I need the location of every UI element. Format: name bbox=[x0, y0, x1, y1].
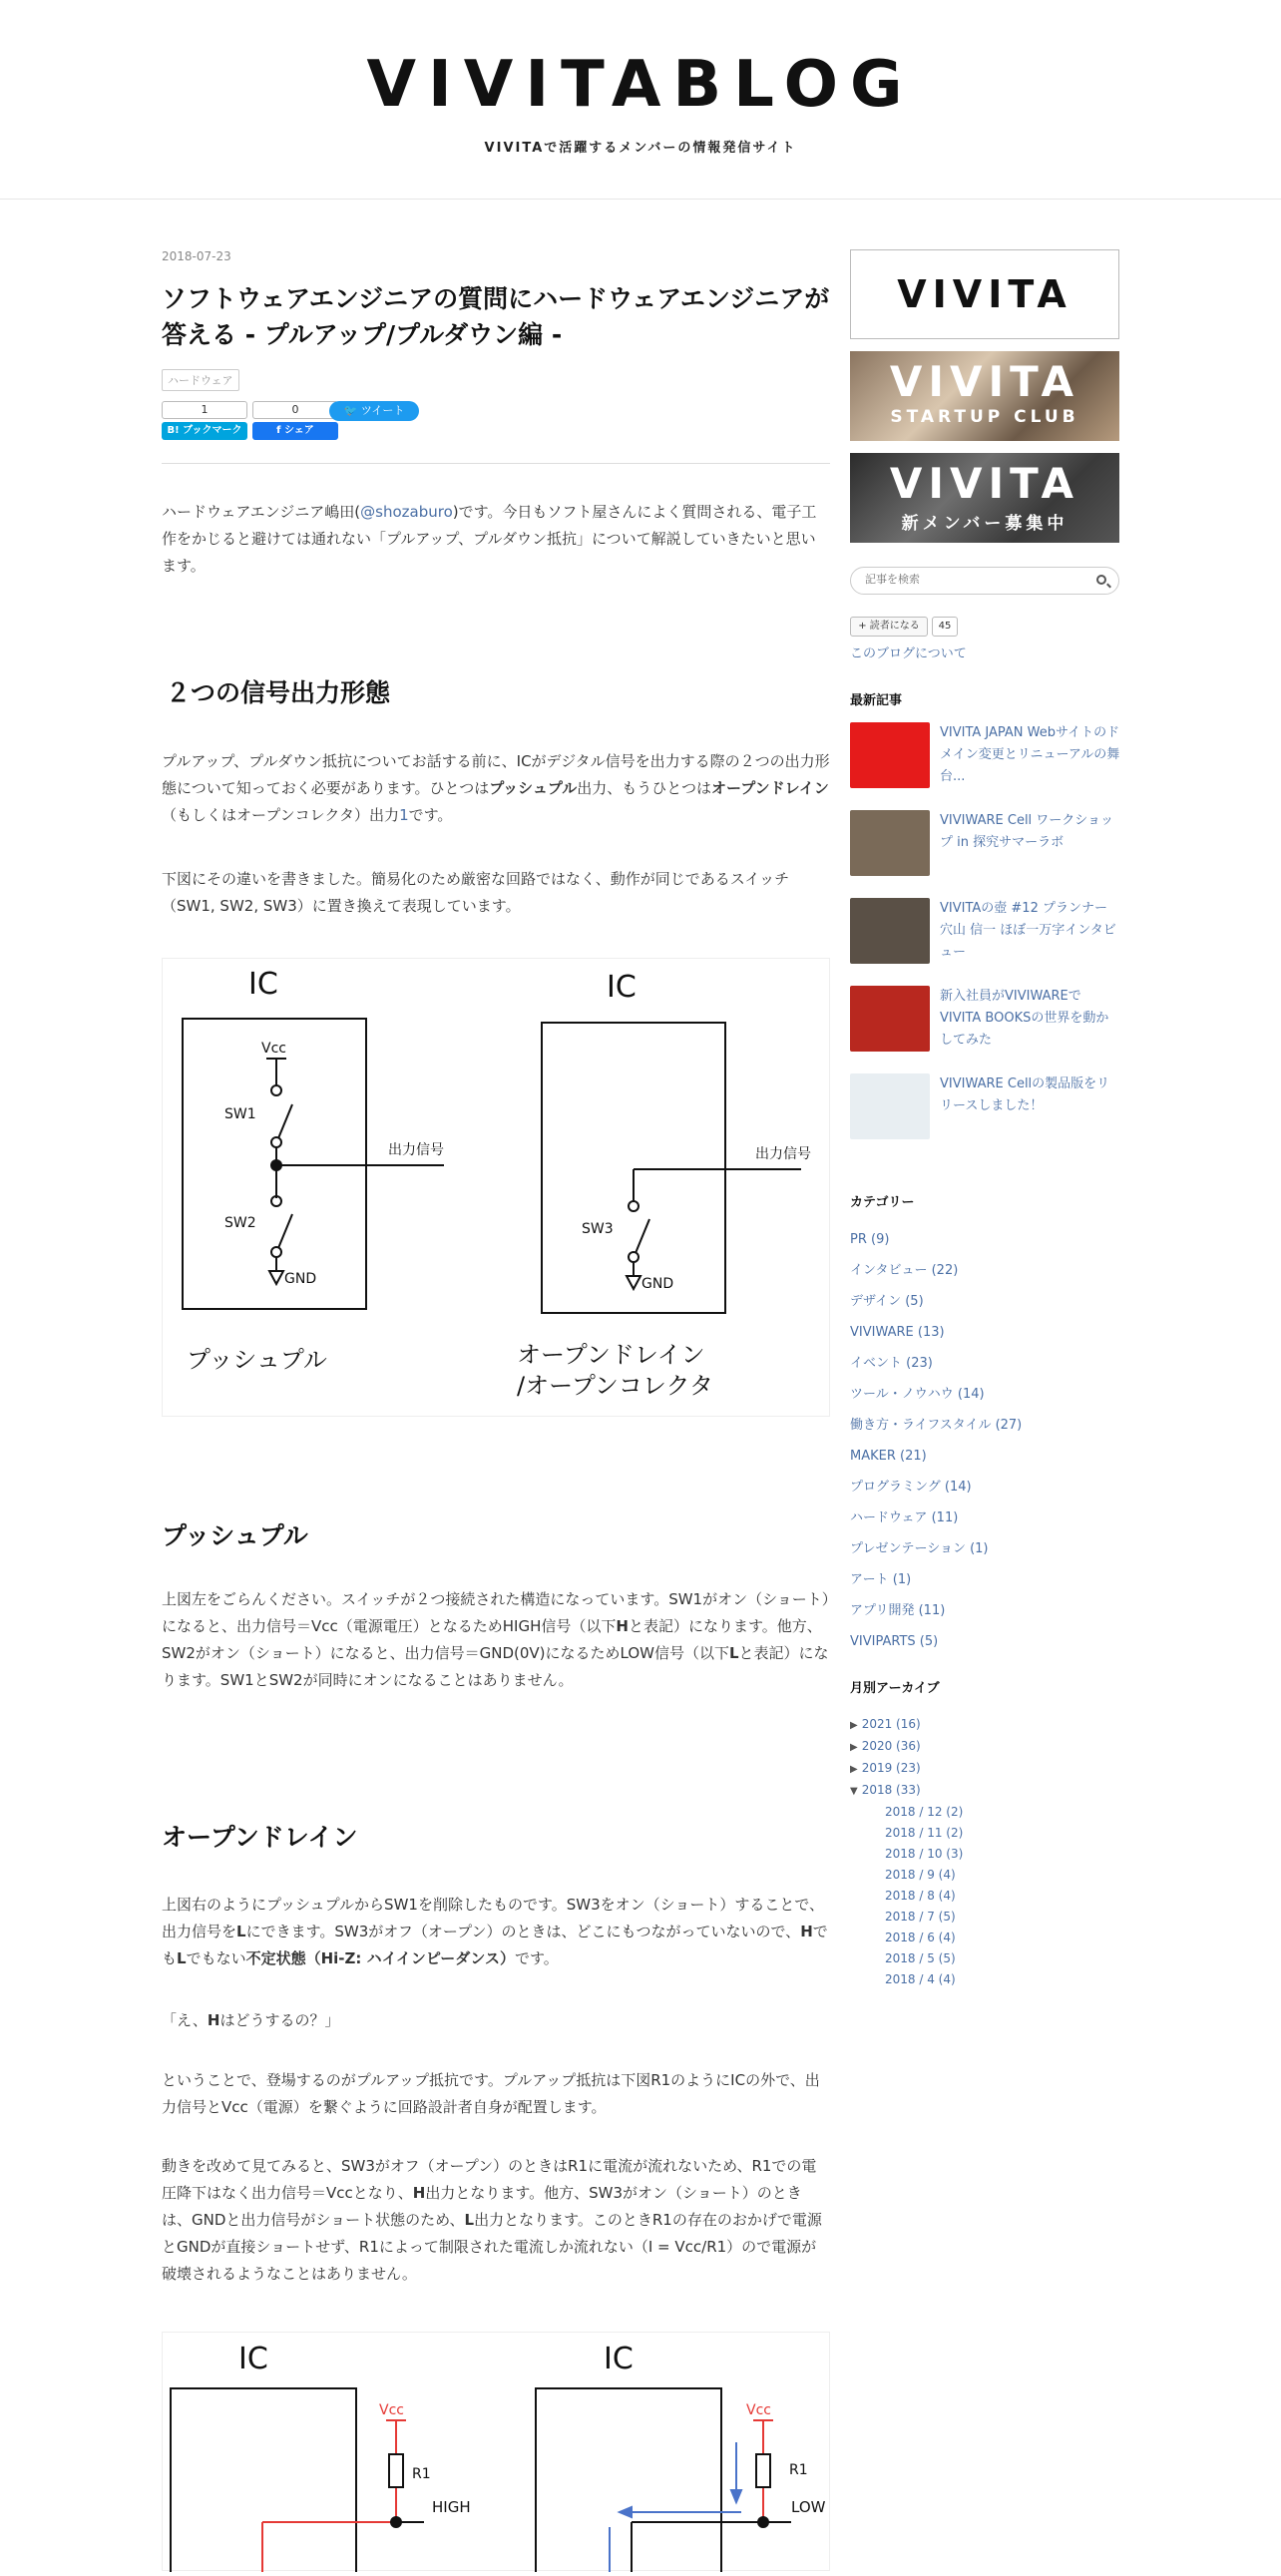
caret-right-icon[interactable]: ▶ bbox=[850, 1764, 858, 1775]
hatena-bookmark-button[interactable]: B! ブックマーク bbox=[162, 422, 247, 440]
divider bbox=[162, 463, 830, 464]
recent-post-item[interactable] bbox=[850, 810, 1119, 898]
sw1-label: SW1 bbox=[224, 1106, 256, 1122]
sw3-label: SW3 bbox=[582, 1221, 614, 1237]
circuit-diagram-2 bbox=[163, 2333, 831, 2572]
recent-post-item[interactable] bbox=[850, 1073, 1119, 1161]
recent-post-thumbnail[interactable] bbox=[850, 1073, 930, 1139]
text: 「え、 bbox=[162, 2011, 208, 2029]
categories-title: カテゴリー bbox=[850, 1195, 915, 1210]
archive-year-label[interactable]: 2019 (23) bbox=[861, 1761, 921, 1775]
signal-paragraph-1 bbox=[162, 748, 830, 829]
signal-paragraph-2: 下図にその違いを書きました。簡易化のため厳密な回路ではなく、動作が同じであるスイッチ（SW1, SW2, SW3）に置き換えて表現しています。 bbox=[162, 870, 790, 915]
subscribe-label: 読者になる bbox=[869, 621, 920, 632]
intro-text: ハードウェアエンジニア嶋田( bbox=[162, 503, 361, 521]
recent-post-link[interactable]: VIVITA JAPAN Webサイトのドメイン変更とリニューアルの舞台... bbox=[940, 725, 1120, 784]
hatena-share[interactable] bbox=[162, 401, 247, 440]
banner-subtext: STARTUP CLUB bbox=[890, 407, 1079, 427]
archive-title: 月別アーカイブ bbox=[850, 1681, 940, 1696]
category-link[interactable]: ハードウェア (11) bbox=[850, 1510, 959, 1525]
recent-posts-title: 最新記事 bbox=[850, 693, 903, 708]
gnd-label: GND bbox=[284, 1271, 317, 1287]
recent-post-item[interactable] bbox=[850, 986, 1119, 1073]
text: でも bbox=[162, 1923, 828, 1967]
recent-post-thumbnail[interactable] bbox=[850, 986, 930, 1052]
archive-month-link[interactable]: 2018 / 10 (3) bbox=[885, 1847, 964, 1861]
author-link[interactable]: @shozaburo bbox=[360, 503, 453, 521]
text-bold: 不定状態（Hi-Z: ハイインピーダンス） bbox=[245, 1949, 515, 1967]
text-bold: H bbox=[412, 2184, 426, 2202]
recent-posts-list bbox=[850, 722, 1119, 1161]
category-link[interactable]: デザイン (5) bbox=[850, 1294, 924, 1309]
banner-text: VIVITA bbox=[897, 272, 1072, 316]
archive-month-link[interactable]: 2018 / 12 (2) bbox=[885, 1805, 964, 1819]
ic-label: IC bbox=[607, 970, 637, 1005]
banner-vivita[interactable] bbox=[850, 249, 1119, 339]
subscriber-count: 45 bbox=[932, 617, 958, 637]
category-link[interactable]: インタビュー (22) bbox=[850, 1263, 959, 1278]
caret-right-icon[interactable]: ▶ bbox=[850, 1720, 858, 1731]
footnote-link[interactable]: 1 bbox=[399, 806, 409, 824]
about-blog-link[interactable]: このブログについて bbox=[850, 646, 967, 661]
recent-post-link[interactable]: 新入社員がVIVIWAREでVIVITA BOOKSの世界を動かしてみた bbox=[940, 989, 1109, 1048]
archive-month-link[interactable]: 2018 / 7 (5) bbox=[885, 1910, 956, 1924]
post-title[interactable]: ソフトウェアエンジニアの質問にハードウェアエンジニアが答える - プルアップ/プルダウン編 - bbox=[162, 284, 830, 349]
heading-pushpull: プッシュプル bbox=[162, 1521, 308, 1550]
open-drain-paragraph-4 bbox=[162, 2153, 830, 2288]
archive-month-link[interactable]: 2018 / 6 (4) bbox=[885, 1931, 956, 1944]
text: （もしくはオープンコレクタ）出力 bbox=[162, 806, 400, 824]
text: でもない bbox=[186, 1949, 246, 1967]
heading-signal-forms: ２つの信号出力形態 bbox=[166, 678, 391, 707]
text: 動きを改めて見てみると、SW3がオフ（オープン）のときはR1に電流が流れないため、R1での電圧降下はなく出力信号＝Vccとなり、 bbox=[162, 2157, 817, 2202]
category-link[interactable]: アート (1) bbox=[850, 1572, 912, 1587]
category-link[interactable]: アプリ開発 (11) bbox=[850, 1603, 946, 1618]
post-date[interactable]: 2018-07-23 bbox=[162, 249, 231, 263]
text: にできます。SW3がオフ（オープン）のときは、どこにもつながっていないので、 bbox=[245, 1923, 801, 1940]
tweet-label: ツイート bbox=[360, 404, 405, 417]
category-link[interactable]: VIVIWARE (13) bbox=[850, 1325, 945, 1340]
sw2-label: SW2 bbox=[224, 1215, 256, 1231]
category-list bbox=[850, 1224, 1119, 1657]
ic-label: IC bbox=[248, 967, 278, 1002]
category-link[interactable]: イベント (23) bbox=[850, 1356, 933, 1371]
vcc-label: Vcc bbox=[379, 2402, 404, 2418]
intro-paragraph bbox=[162, 499, 830, 580]
text-bold: オープンドレイン bbox=[710, 779, 829, 797]
subscribe-widget bbox=[850, 617, 1119, 637]
text: はどうするの？」 bbox=[219, 2011, 340, 2029]
text: です。 bbox=[408, 806, 453, 824]
text: プルアップ、プルダウン抵抗についてお話する前に、ICがデジタル信号を出力する際の２つの出力形態について知っておく必要があります。ひとつは bbox=[162, 752, 830, 797]
recent-post-link[interactable]: VIVITAの壺 #12 プランナー 穴山 信一 ほぼ一万字インタビュー bbox=[940, 901, 1116, 960]
high-label: HIGH bbox=[432, 2498, 471, 2516]
archive-year[interactable] bbox=[850, 1736, 1119, 1758]
recent-post-link[interactable]: VIVIWARE Cellの製品版をリリースしました！ bbox=[940, 1076, 1110, 1113]
recent-post-thumbnail[interactable] bbox=[850, 898, 930, 964]
text: と表記）になります。SW1とSW2が同時にオンになることはありません。 bbox=[162, 1644, 829, 1689]
text-bold: L bbox=[236, 1923, 246, 1940]
archive-year-label[interactable]: 2020 (36) bbox=[861, 1739, 921, 1753]
archive-year[interactable] bbox=[850, 1714, 1119, 1736]
archive-month-link[interactable]: 2018 / 11 (2) bbox=[885, 1826, 964, 1840]
text-bold: H bbox=[800, 1923, 813, 1940]
pushpull-paragraph bbox=[162, 1586, 830, 1694]
text: 上図右のようにプッシュプルからSW1を削除したものです。SW3をオン（ショート）することで、出力信号を bbox=[162, 1896, 825, 1940]
recent-post-item[interactable] bbox=[850, 898, 1119, 986]
recent-post-thumbnail[interactable] bbox=[850, 722, 930, 788]
category-tag[interactable]: ハードウェア bbox=[162, 369, 239, 391]
text-bold: H bbox=[616, 1617, 629, 1635]
vcc-label: Vcc bbox=[261, 1041, 286, 1057]
caret-right-icon[interactable]: ▶ bbox=[850, 1742, 858, 1753]
archive-month-link[interactable]: 2018 / 8 (4) bbox=[885, 1889, 956, 1903]
search-icon[interactable] bbox=[1096, 575, 1106, 585]
site-logo[interactable]: VIVITABLOG bbox=[366, 48, 915, 122]
subscribe-button[interactable] bbox=[850, 617, 928, 637]
recent-post-link[interactable]: VIVIWARE Cell ワークショップ in 探究サマーラボ bbox=[940, 813, 1114, 850]
figure-output-forms bbox=[162, 958, 830, 1417]
banner-recruit[interactable] bbox=[850, 453, 1119, 543]
text-bold: L bbox=[728, 1644, 739, 1662]
archive-month-link[interactable]: 2018 / 5 (5) bbox=[885, 1951, 956, 1965]
figure-pullup bbox=[162, 2332, 830, 2571]
junction-dot bbox=[270, 1159, 282, 1171]
banner-startup-club[interactable] bbox=[850, 351, 1119, 441]
junction-dot bbox=[757, 2516, 769, 2528]
text-bold: H bbox=[207, 2011, 220, 2029]
caption-pushpull: プッシュプル bbox=[187, 1346, 327, 1374]
text-bold: L bbox=[464, 2211, 475, 2229]
text: 出力となります。このときR1の存在のおかげで電源とGNDが直接ショートせず、R1によって制限された電流しか流れない（I = Vcc/R1）ので電源が破壊されるようなことはありません。 bbox=[162, 2211, 822, 2283]
junction-dot bbox=[390, 2516, 402, 2528]
site-header bbox=[0, 0, 1281, 200]
social-buttons bbox=[162, 401, 830, 443]
gnd-label: GND bbox=[641, 1276, 674, 1292]
intro-text-2: )です。今日もソフト屋さんによく質問される、電子工作をかじると避けては通れない「プルアップ、プルダウン抵抗」について解説していきたいと思います。 bbox=[162, 503, 817, 575]
sidebar bbox=[850, 249, 1119, 1990]
banner-text: VIVITA bbox=[889, 459, 1080, 508]
archive-year[interactable] bbox=[850, 1758, 1119, 1780]
archive-year-label[interactable]: 2018 (33) bbox=[861, 1783, 921, 1797]
category-link[interactable]: ツール・ノウハウ (14) bbox=[850, 1387, 985, 1402]
caret-down-icon[interactable]: ▼ bbox=[850, 1786, 858, 1797]
banner-text: VIVITA bbox=[889, 357, 1080, 406]
article bbox=[162, 249, 830, 2516]
text: 上図左をごらんください。スイッチが２つ接続された構造になっています。SW1がオン（ショート）になると、出力信号＝Vcc（電源電圧）となるためHIGH信号（以下 bbox=[162, 1590, 830, 1635]
archive-year[interactable] bbox=[850, 1780, 1119, 1802]
archive-month-link[interactable]: 2018 / 9 (4) bbox=[885, 1868, 956, 1882]
category-link[interactable]: VIVIPARTS (5) bbox=[850, 1634, 939, 1649]
text-bold: プッシュプル bbox=[489, 779, 578, 797]
category-link[interactable]: PR (9) bbox=[850, 1232, 890, 1247]
r1-label: R1 bbox=[412, 2466, 431, 2482]
facebook-count: 0 bbox=[252, 401, 338, 419]
ic-label: IC bbox=[604, 2342, 634, 2376]
twitter-icon: 🐦 bbox=[343, 404, 361, 417]
heading-open-drain: オープンドレイン bbox=[162, 1823, 358, 1852]
output-signal-label: 出力信号 bbox=[388, 1142, 444, 1158]
recent-post-item[interactable] bbox=[850, 722, 1119, 810]
facebook-share[interactable] bbox=[252, 401, 338, 440]
facebook-share-button[interactable]: f シェア bbox=[252, 422, 338, 440]
banner-subtext: 新メンバー募集中 bbox=[901, 514, 1068, 534]
open-drain-paragraph-2 bbox=[162, 2007, 830, 2034]
search-input[interactable] bbox=[865, 573, 1084, 586]
category-link[interactable]: プログラミング (14) bbox=[850, 1480, 972, 1495]
category-link[interactable]: 働き方・ライフスタイル (27) bbox=[850, 1418, 1023, 1433]
text: 出力となります。他方、SW3がオン（ショート）のときは、GNDと出力信号がショート状態のため、 bbox=[162, 2184, 802, 2229]
text: です。 bbox=[514, 1949, 559, 1967]
plus-icon: + bbox=[858, 621, 870, 632]
circuit-diagram-1 bbox=[163, 959, 831, 1418]
output-signal-label: 出力信号 bbox=[755, 1146, 811, 1162]
tweet-button[interactable] bbox=[329, 401, 419, 421]
archive-month-link[interactable]: 2018 / 4 (4) bbox=[885, 1972, 956, 1986]
site-tagline: VIVITAで活躍するメンバーの情報発信サイト bbox=[484, 141, 797, 156]
text: 出力、もうひとつは bbox=[577, 779, 711, 797]
vcc-label: Vcc bbox=[746, 2402, 771, 2418]
category-link[interactable]: MAKER (21) bbox=[850, 1449, 927, 1464]
archive-year-label[interactable]: 2021 (16) bbox=[861, 1717, 921, 1731]
caption-open-collector: /オープンコレクタ bbox=[517, 1372, 713, 1400]
hatena-count: 1 bbox=[162, 401, 247, 419]
open-drain-paragraph-1 bbox=[162, 1892, 830, 1972]
text: と表記）になります。他方、SW2がオン（ショート）になると、出力信号＝GND(0V)になるためLOW信号（以下 bbox=[162, 1617, 822, 1662]
r1-label: R1 bbox=[789, 2462, 808, 2478]
open-drain-paragraph-3: ということで、登場するのがプルアップ抵抗です。プルアップ抵抗は下図R1のようにICの外で、出力信号とVcc（電源）を繋ぐように回路設計者自身が配置します。 bbox=[162, 2071, 820, 2116]
text-bold: L bbox=[177, 1949, 187, 1967]
low-label: LOW bbox=[791, 2498, 826, 2516]
category-link[interactable]: プレゼンテーション (1) bbox=[850, 1541, 989, 1556]
search-box bbox=[850, 567, 1119, 595]
caption-open-drain: オープンドレイン bbox=[517, 1341, 705, 1369]
ic-label: IC bbox=[238, 2342, 268, 2376]
recent-post-thumbnail[interactable] bbox=[850, 810, 930, 876]
archive-list bbox=[850, 1714, 1119, 1990]
